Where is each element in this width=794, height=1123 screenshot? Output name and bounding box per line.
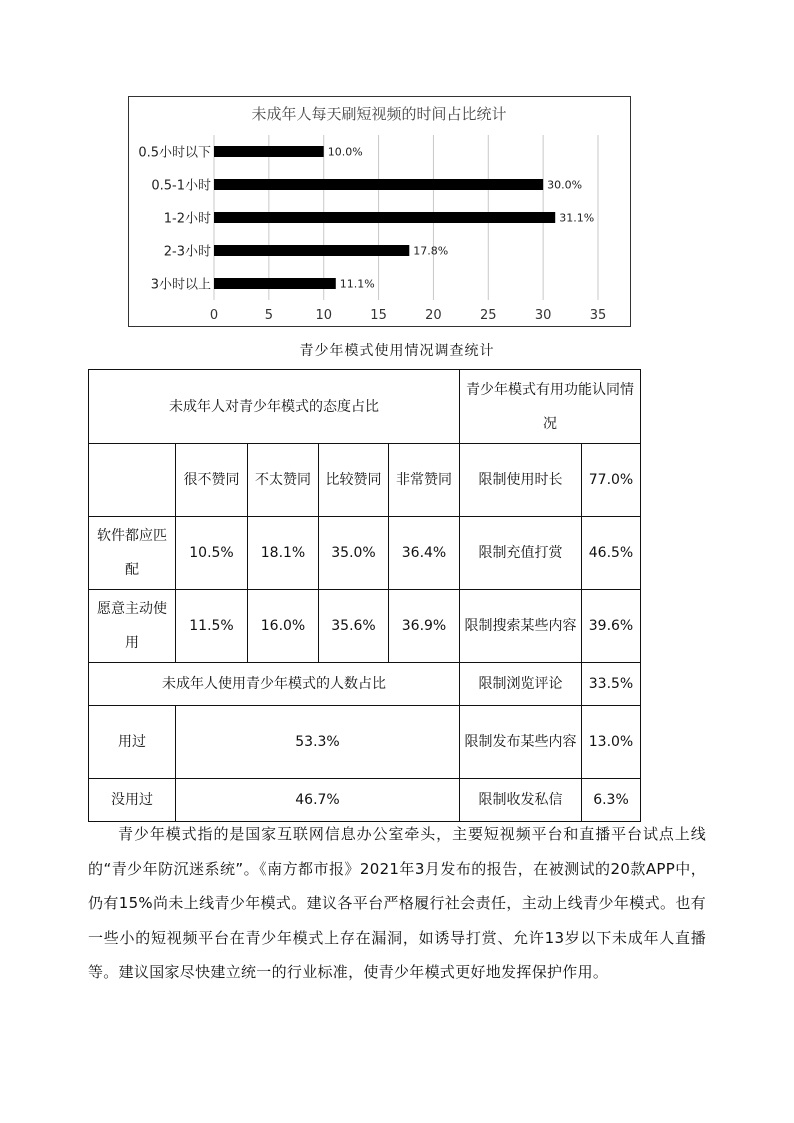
function-name: 限制发布某些内容 bbox=[460, 706, 582, 779]
attitude-col-header: 不太赞同 bbox=[248, 444, 319, 517]
function-name: 限制充值打赏 bbox=[460, 517, 582, 590]
attitude-value: 10.5% bbox=[176, 517, 248, 590]
y-category-label: 3小时以上 bbox=[150, 277, 211, 293]
function-header: 青少年模式有用功能认同情况 bbox=[460, 370, 641, 444]
bar-value-label: 30.0% bbox=[547, 178, 583, 192]
x-tick-label: 25 bbox=[480, 308, 497, 323]
x-tick-label: 5 bbox=[264, 308, 273, 323]
bar bbox=[214, 245, 409, 256]
table-caption: 青少年模式使用情况调查统计 bbox=[299, 343, 495, 359]
y-category-label: 1-2小时 bbox=[163, 211, 211, 227]
body-paragraph: 青少年模式指的是国家互联网信息办公室牵头，主要短视频平台和直播平台试点上线的“青少年防沉迷系统”。《南方都市报》2021年3月发布的报告，在被测试的20款APP中，仍有15%尚未上线青少年模式。建议各平台严格履行社会责任，主动上线青少年模式。也有一些小的短视频平台在青少年模式上存在漏洞，如诱导打赏、允许13岁以下未成年人直播等。建议国家尽快建立统一的行业标准，使青少年模式更好地发挥保护作用。 bbox=[88, 825, 706, 981]
x-tick-label: 35 bbox=[589, 308, 607, 323]
empty-corner-cell bbox=[89, 444, 176, 517]
attitude-header: 未成年人对青少年模式的态度占比 bbox=[89, 370, 460, 444]
bar bbox=[214, 146, 324, 157]
function-name: 限制浏览评论 bbox=[460, 663, 582, 706]
usage-label: 用过 bbox=[89, 706, 176, 779]
function-value: 39.6% bbox=[582, 590, 641, 663]
attitude-row-label: 软件都应匹配 bbox=[89, 517, 176, 590]
y-category-label: 0.5小时以下 bbox=[138, 145, 211, 161]
function-value: 33.5% bbox=[582, 663, 641, 706]
chart-title: 未成年人每天刷短视频的时间占比统计 bbox=[251, 105, 507, 123]
attitude-value: 11.5% bbox=[176, 590, 248, 663]
chart-canvas bbox=[129, 97, 630, 326]
attitude-value: 36.4% bbox=[389, 517, 460, 590]
function-name: 限制收发私信 bbox=[460, 779, 582, 822]
attitude-value: 35.0% bbox=[319, 517, 389, 590]
function-value: 6.3% bbox=[582, 779, 641, 822]
usage-value: 53.3% bbox=[176, 706, 460, 779]
attitude-value: 36.9% bbox=[389, 590, 460, 663]
attitude-value: 18.1% bbox=[248, 517, 319, 590]
y-category-label: 2-3小时 bbox=[163, 244, 211, 260]
usage-header: 未成年人使用青少年模式的人数占比 bbox=[89, 663, 460, 706]
x-tick-label: 15 bbox=[370, 308, 387, 323]
function-name: 限制搜索某些内容 bbox=[460, 590, 582, 663]
bar-value-label: 10.0% bbox=[327, 145, 363, 159]
attitude-value: 35.6% bbox=[319, 590, 389, 663]
attitude-col-header: 比较赞同 bbox=[319, 444, 389, 517]
bar bbox=[214, 278, 336, 289]
bar-chart bbox=[128, 96, 631, 327]
bar-value-label: 11.1% bbox=[339, 277, 375, 291]
attitude-col-header: 非常赞同 bbox=[389, 444, 460, 517]
function-name: 限制使用时长 bbox=[460, 444, 582, 517]
function-value: 46.5% bbox=[582, 517, 641, 590]
usage-label: 没用过 bbox=[89, 779, 176, 822]
attitude-col-header: 很不赞同 bbox=[176, 444, 248, 517]
survey-table bbox=[88, 369, 641, 822]
bar-value-label: 31.1% bbox=[559, 211, 595, 225]
x-tick-label: 10 bbox=[315, 308, 332, 323]
function-value: 13.0% bbox=[582, 706, 641, 779]
attitude-row-label: 愿意主动使用 bbox=[89, 590, 176, 663]
bar-value-label: 17.8% bbox=[413, 244, 449, 258]
attitude-value: 16.0% bbox=[248, 590, 319, 663]
bar bbox=[214, 179, 543, 190]
x-tick-label: 30 bbox=[534, 308, 552, 323]
function-value: 77.0% bbox=[582, 444, 641, 517]
y-category-label: 0.5-1小时 bbox=[151, 178, 211, 194]
x-tick-label: 20 bbox=[425, 308, 442, 323]
bar bbox=[214, 212, 555, 223]
usage-value: 46.7% bbox=[176, 779, 460, 822]
x-tick-label: 0 bbox=[209, 308, 219, 323]
